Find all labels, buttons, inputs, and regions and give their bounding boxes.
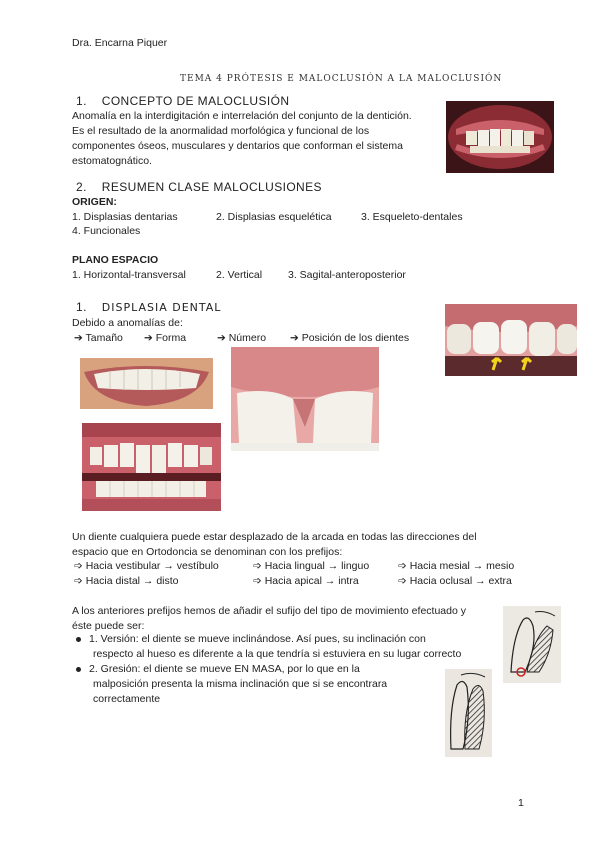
origen-item: 2. Displasias esquelética <box>216 211 332 223</box>
bullet-icon <box>76 667 81 672</box>
direction-item: ➩ Hacia vestibular → vestíbulo <box>74 560 219 572</box>
section3-heading <box>76 300 221 314</box>
paragraph-prefixes <box>72 530 477 560</box>
plano-label: PLANO ESPACIO <box>72 254 159 266</box>
text-line: 2. Gresión: el diente se mueve EN MASA, por lo que en la <box>89 663 360 675</box>
text-line: A los anteriores prefijos hemos de añadir el sufijo del tipo de movimiento efectuado y <box>72 605 466 617</box>
origen-label: ORIGEN: <box>72 196 117 208</box>
text-line: componentes óseos, musculares y dentarios que conforman el sistema <box>72 140 403 152</box>
text-line: respecto al hueso es diferente a la que tendría si estuviera en su lugar correcto <box>93 648 462 660</box>
smile-photo <box>80 358 213 409</box>
direction-item: ➩ Hacia mesial → mesio <box>398 560 515 572</box>
section1-number: 1. <box>76 94 87 108</box>
origen-item: 4. Funcionales <box>72 225 141 237</box>
direction-item: ➩ Hacia oclusal → extra <box>398 575 512 587</box>
section1-text <box>72 109 412 169</box>
author-header: Dra. Encarna Piquer <box>72 37 168 49</box>
text-line: malposición presenta la misma inclinación que si se encontrara <box>93 678 388 690</box>
text-line: 1. Versión: el diente se mueve inclinándose. Así pues, su inclinación con <box>89 633 426 645</box>
section2-heading <box>76 180 322 194</box>
text-line: Anomalía en la interdigitación e interrelación del conjunto de la dentición. <box>72 110 412 122</box>
text-line: Un diente cualquiera puede estar desplazado de la arcada en todas las direcciones del <box>72 531 477 543</box>
section2-title: RESUMEN CLASE MALOCLUSIONES <box>101 180 322 194</box>
text-line: correctamente <box>93 693 161 705</box>
bullet-version <box>76 632 461 662</box>
gresion-tooth-diagram <box>445 669 492 757</box>
malocclusion-photo <box>446 101 554 173</box>
arrow-item: ➔ Número <box>217 332 267 344</box>
text-line: éste puede ser: <box>72 620 145 632</box>
displasia-intro: Debido a anomalías de: <box>72 317 183 329</box>
arrow-item: ➔ Tamaño <box>74 332 123 344</box>
page-title: TEMA 4 PRÓTESIS E MALOCLUSIÓN A LA MALOCLUSIÓN <box>180 74 503 84</box>
plano-item: 2. Vertical <box>216 269 263 281</box>
origen-item: 1. Displasias dentarias <box>72 211 178 223</box>
open-mouth-photo <box>82 423 221 511</box>
text-line: estomatognático. <box>72 155 152 167</box>
plano-item: 1. Horizontal-transversal <box>72 269 186 281</box>
paragraph-suffixes <box>72 604 466 634</box>
plano-item: 3. Sagital-anteroposterior <box>288 269 406 281</box>
section2-number: 2. <box>76 180 87 194</box>
direction-item: ➩ Hacia distal → disto <box>74 575 179 587</box>
text-line: espacio que en Ortodoncia se denominan con los prefijos: <box>72 546 343 558</box>
section3-number: 1. <box>76 300 87 314</box>
text-line: Es el resultado de la anormalidad morfológica y funcional de los <box>72 125 370 137</box>
section1-heading <box>76 94 289 108</box>
version-tooth-diagram <box>503 606 561 683</box>
diastema-photo <box>231 347 379 451</box>
arrow-item: ➔ Posición de los dientes <box>290 332 410 344</box>
arrow-item: ➔ Forma <box>144 332 187 344</box>
section1-title: CONCEPTO DE MALOCLUSIÓN <box>101 94 290 108</box>
page-number: 1 <box>518 797 524 809</box>
section3-title: DISPLASIA DENTAL <box>101 301 222 314</box>
bullet-icon <box>76 637 81 642</box>
bullet-gresion <box>76 662 387 707</box>
origen-item: 3. Esqueleto-dentales <box>361 211 463 223</box>
incisors-arrows-photo <box>445 304 577 376</box>
direction-item: ➩ Hacia apical → intra <box>253 575 359 587</box>
direction-item: ➩ Hacia lingual → linguo <box>253 560 370 572</box>
